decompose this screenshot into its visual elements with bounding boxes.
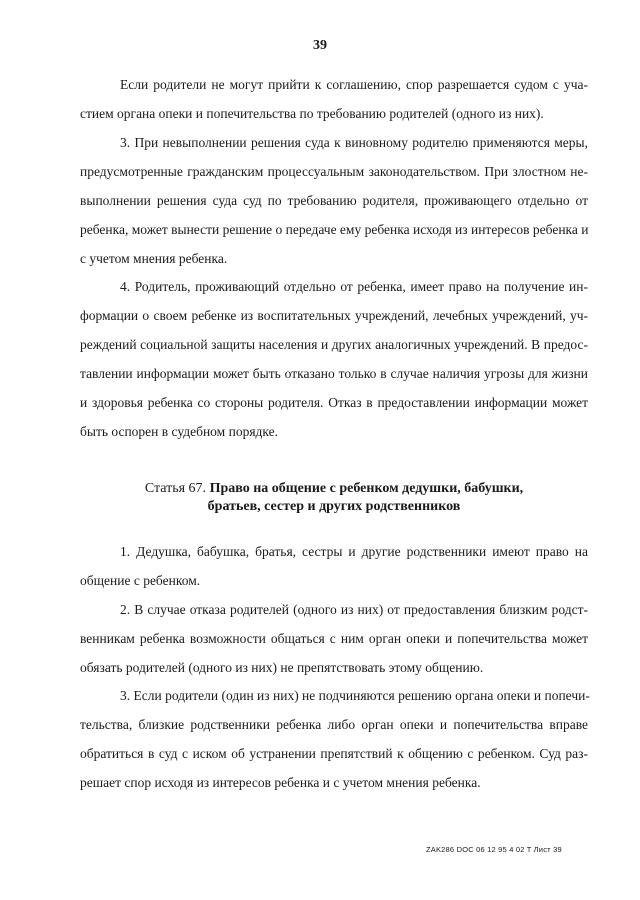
- text-line: с учетом мнения ребенка.: [80, 251, 228, 266]
- paragraph-article-3: [80, 681, 588, 797]
- article-title-part2: братьев, сестер и других родственников: [207, 499, 461, 514]
- text-line: обязать родителей (одного из них) не препятствовать этому общению.: [80, 660, 484, 675]
- text-line: быть оспорен в судебном порядке.: [80, 424, 278, 439]
- text-line: общение с ребенком.: [80, 573, 201, 588]
- paragraph-article-2: [80, 595, 588, 682]
- text-line: тавлении информации может быть отказано только в случае наличия угрозы для жизни: [80, 366, 588, 381]
- text-line: венникам ребенка возможности общаться с ним орган опеки и попечительства может: [80, 631, 588, 646]
- text-line: выполнении решения суда суд по требованию родителя, проживающего отдельно от: [80, 193, 588, 208]
- paragraph-item-4: [80, 272, 588, 446]
- article-heading: [80, 480, 588, 516]
- page-number: 39: [313, 38, 327, 53]
- text-line: 1. Дедушка, бабушка, братья, сестры и другие родственники имеют право на: [120, 544, 588, 559]
- text-line: 3. При невыполнении решения суда к виновному родителю применяются меры,: [120, 135, 588, 150]
- article-heading-line1: [80, 480, 588, 498]
- text-line: 4. Родитель, проживающий отдельно от ребенка, имеет право на получение ин-: [120, 279, 588, 294]
- article-title-part1: Право на общение с ребенком дедушки, бабушки,: [209, 481, 524, 496]
- text-line: ребенка, может вынести решение о передаче ему ребенка исходя из интересов ребенка и: [80, 222, 589, 237]
- text-line: обратиться в суд с иском об устранении препятствий к общению с ребенком. Суд раз-: [80, 746, 588, 761]
- text-line: 3. Если родители (один из них) не подчиняются решению органа опеки и попечи-: [120, 688, 590, 703]
- text-line: решает спор исходя из интересов ребенка и с учетом мнения ребенка.: [80, 775, 481, 790]
- text-line: и здоровья ребенка со стороны родителя. Отказ в предоставлении информации может: [80, 395, 588, 410]
- paragraph-continuation: [80, 70, 588, 128]
- paragraph-item-3: [80, 128, 588, 273]
- text-line: предусмотренные гражданским процессуальным законодательством. При злостном не-: [80, 164, 588, 179]
- text-line: тельства, близкие родственники ребенка либо орган опеки и попечительства вправе: [80, 717, 588, 732]
- paragraph-article-1: [80, 537, 588, 595]
- document-footer: ZAK286 DOC 06 12 95 4 02 T Лист 39: [426, 845, 562, 854]
- text-line: формации о своем ребенке из воспитательных учреждений, лечебных учреждений, уч-: [80, 308, 588, 323]
- text-line: реждений социальной защиты населения и других аналогичных учреждений. В предос-: [80, 337, 588, 352]
- text-line: 2. В случае отказа родителей (одного из них) от предоставления близким родст-: [120, 602, 588, 617]
- text-line: стием органа опеки и попечительства по требованию родителей (одного из них).: [80, 106, 544, 121]
- article-label: Статья 67.: [144, 481, 207, 496]
- text-line: Если родители не могут прийти к соглашению, спор разрешается судом с уча-: [120, 77, 588, 92]
